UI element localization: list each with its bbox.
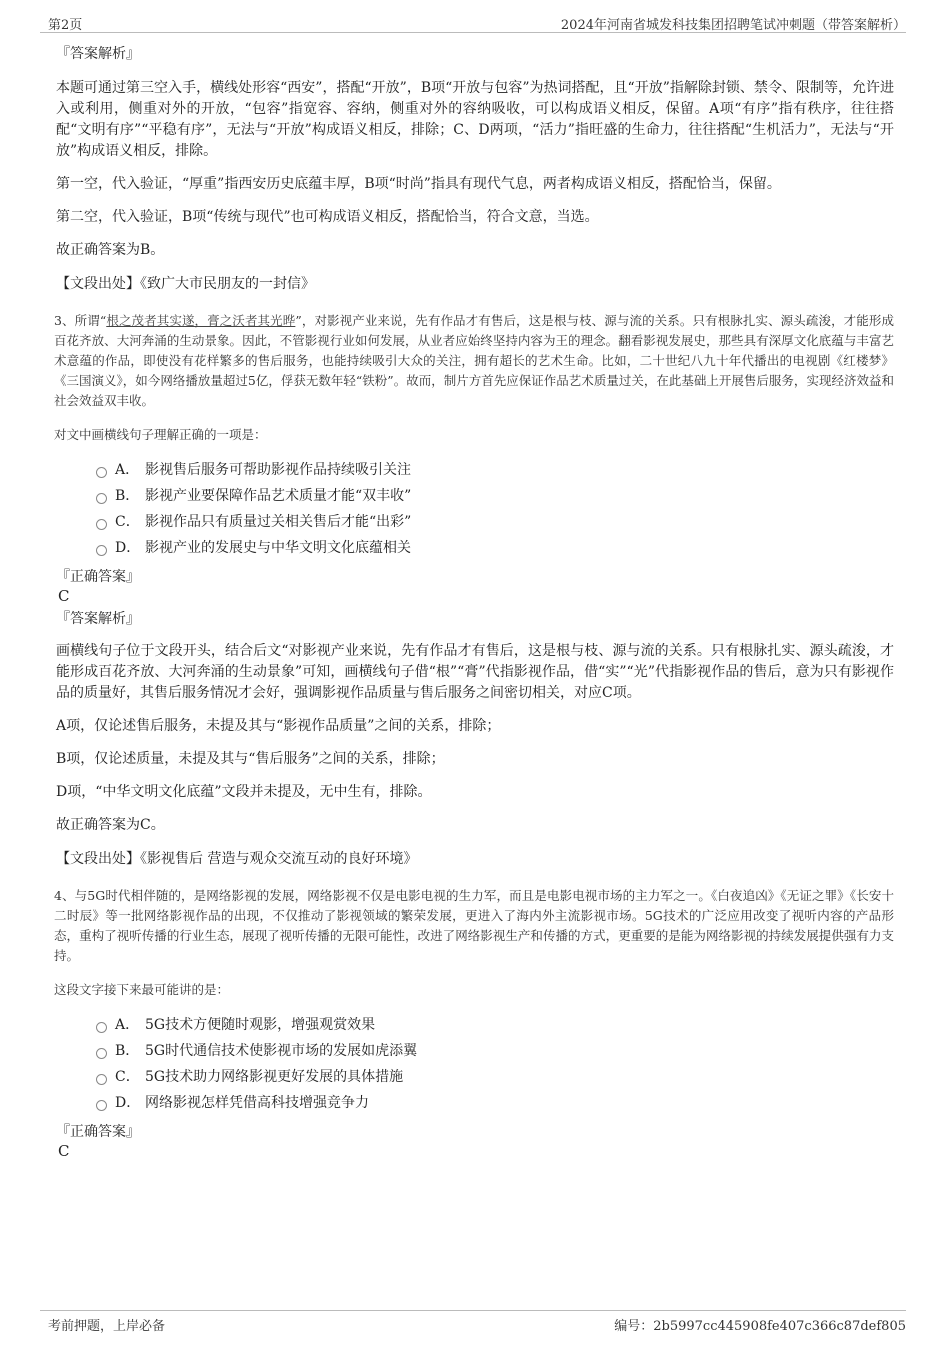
- option-letter: C．: [115, 514, 140, 530]
- q3-underlined-sentence: 根之茂者其实遂，膏之沃者其光晔: [106, 313, 296, 328]
- q3-analysis-p3: B项，仅论述质量，未提及其与“售后服务”之间的关系，排除；: [56, 751, 445, 767]
- q3-analysis-p2: A项，仅论述售后服务，未提及其与“影视作品质量”之间的关系，排除；: [56, 718, 501, 734]
- q3-analysis-label: 『答案解析』: [56, 611, 140, 627]
- radio-icon[interactable]: [96, 467, 107, 478]
- radio-icon[interactable]: [96, 519, 107, 530]
- option-text: 影视售后服务可帮助影视作品持续吸引关注: [145, 462, 411, 478]
- q3-passage-post: ”，对影视产业来说，先有作品才有售后，这是根与枝、源与流的关系。只有根脉扎实、源头疏浚，才能形成百花齐放、大河奔涌的生动景象。因此，不管影视行业如何发展，从业者应始终坚持内容为王的理念。翻看影视发展史，那些具有深厚文化底蕴与丰富艺术意蕴的作品，即使没有花样繁多的售后服务，也能持续吸引大众的关注，拥有超长的艺术生命。比如，二十世纪八九十年代播出的电视剧《红楼梦》《三国演义》，如今网络播放量超过5亿，俘获无数年轻“铁粉”。故而，制片方首先应保证作品艺术质量过关，在此基础上开展售后服务，实现经济效益和社会效益双丰收。: [54, 313, 894, 408]
- prev-analysis-p2: 第一空，代入验证，“厚重”指西安历史底蕴丰厚，B项“时尚”指具有现代气息，两者构成语义相反，搭配恰当，保留。: [56, 176, 781, 192]
- q3-answer-label: 『正确答案』: [56, 569, 140, 585]
- q3-analysis-p5: 故正确答案为C。: [56, 817, 165, 833]
- prev-analysis-label: 『答案解析』: [56, 46, 140, 62]
- prev-analysis-p3: 第二空，代入验证，B项“传统与现代”也可构成语义相反，搭配恰当，符合文意，当选。: [56, 209, 599, 225]
- q4-passage: 4、与5G时代相伴随的，是网络影视的发展，网络影视不仅是电影电视的生力军，而且是电影电视市场的主力军之一。《白夜追凶》《无证之罪》《长安十二时辰》等一批网络影视作品的出现，不仅推动了影视领域的繁荣发展，更进入了海内外主流影视市场。5G技术的广泛应用改变了视听内容的产品形态，重构了视听传播的行业生态，展现了视听传播的无限可能性，改进了网络影视生产和传播的方式，更重要的是能为网络影视的持续发展提供强有力支持。: [54, 888, 894, 963]
- option-text: 5G技术方便随时观影，增强观赏效果: [145, 1017, 376, 1033]
- q4-answer-label: 『正确答案』: [56, 1124, 140, 1140]
- footer-slogan: 考前押题，上岸必备: [48, 1319, 166, 1334]
- option-text: 影视产业要保障作品艺术质量才能“双丰收”: [145, 488, 412, 504]
- option-letter: B．: [115, 488, 140, 504]
- q4-answer: C: [58, 1142, 70, 1160]
- q3-source: 【文段出处】《影视售后 营造与观众交流互动的良好环境》: [56, 851, 418, 867]
- document-title: 2024年河南省城发科技集团招聘笔试冲刺题（带答案解析）: [560, 18, 906, 33]
- radio-icon[interactable]: [96, 545, 107, 556]
- option-letter: B．: [115, 1043, 140, 1059]
- q3-option-b[interactable]: [96, 483, 894, 509]
- option-letter: D．: [115, 540, 141, 556]
- q3-analysis-p1: 画横线句子位于文段开头，结合后文“对影视产业来说，先有作品才有售后，这是根与枝、源与流的关系。只有根脉扎实、源头疏浚，才能形成百花齐放、大河奔涌的生动景象”可知，画横线句子借“根”“膏”代指影视作品，借“实”“光”代指影视作品的售后，意为只有影视作品的质量好，其售后服务情况才会好，强调影视作品质量与售后服务之间密切相关，对应C项。: [56, 643, 894, 701]
- document-id: 编号：2b5997cc445908fe407c366c87def805: [614, 1319, 906, 1334]
- option-letter: C．: [115, 1069, 140, 1085]
- q4-option-a[interactable]: [96, 1012, 894, 1038]
- q3-analysis-p4: D项，“中华文明文化底蕴”文段并未提及，无中生有，排除。: [56, 784, 432, 800]
- radio-icon[interactable]: [96, 1048, 107, 1059]
- option-text: 影视作品只有质量过关相关售后才能“出彩”: [145, 514, 412, 530]
- option-letter: A．: [115, 1017, 140, 1033]
- q3-answer: C: [58, 587, 70, 605]
- q4-option-d[interactable]: [96, 1090, 894, 1116]
- option-text: 影视产业的发展史与中华文明文化底蕴相关: [145, 540, 411, 556]
- prev-source: 【文段出处】《致广大市民朋友的一封信》: [56, 276, 315, 292]
- q3-stem: 对文中画横线句子理解正确的一项是：: [54, 427, 267, 442]
- prev-analysis-p1: 本题可通过第三空入手，横线处形容“西安”，搭配“开放”，B项“开放与包容”为热词搭配，且“开放”指解除封锁、禁令、限制等，允许进入或利用，侧重对外的开放，“包容”指宽容、容纳，侧重对外的容纳吸收，可以构成语义相反，保留。A项“有序”指有秩序，往往搭配“文明有序”“平稳有序”，无法与“开放”构成语义相反，排除；C、D两项，“活力”指旺盛的生命力，往往搭配“生机活力”，无法与“开放”构成语义相反，排除。: [56, 80, 894, 159]
- q3-options: [96, 457, 894, 561]
- option-letter: D．: [115, 1095, 141, 1111]
- q4-options: [96, 1012, 894, 1116]
- radio-icon[interactable]: [96, 1100, 107, 1111]
- option-letter: A．: [115, 462, 140, 478]
- page-header: [40, 12, 906, 33]
- prev-analysis-p4: 故正确答案为B。: [56, 242, 165, 258]
- radio-icon[interactable]: [96, 1074, 107, 1085]
- q3-option-d[interactable]: [96, 535, 894, 561]
- option-text: 5G技术助力网络影视更好发展的具体措施: [145, 1069, 404, 1085]
- page-footer: [40, 1310, 906, 1334]
- option-text: 5G时代通信技术使影视市场的发展如虎添翼: [145, 1043, 418, 1059]
- q4-option-b[interactable]: [96, 1038, 894, 1064]
- page-number: 第2页: [48, 18, 83, 33]
- q3-option-a[interactable]: [96, 457, 894, 483]
- q3-passage: [54, 311, 894, 411]
- option-text: 网络影视怎样凭借高科技增强竞争力: [145, 1095, 369, 1111]
- q3-option-c[interactable]: [96, 509, 894, 535]
- q4-option-c[interactable]: [96, 1064, 894, 1090]
- page-content: [56, 44, 894, 1164]
- q4-stem: 这段文字接下来最可能讲的是：: [54, 982, 230, 997]
- radio-icon[interactable]: [96, 1022, 107, 1033]
- q3-passage-pre: 3、所谓“: [54, 313, 107, 328]
- radio-icon[interactable]: [96, 493, 107, 504]
